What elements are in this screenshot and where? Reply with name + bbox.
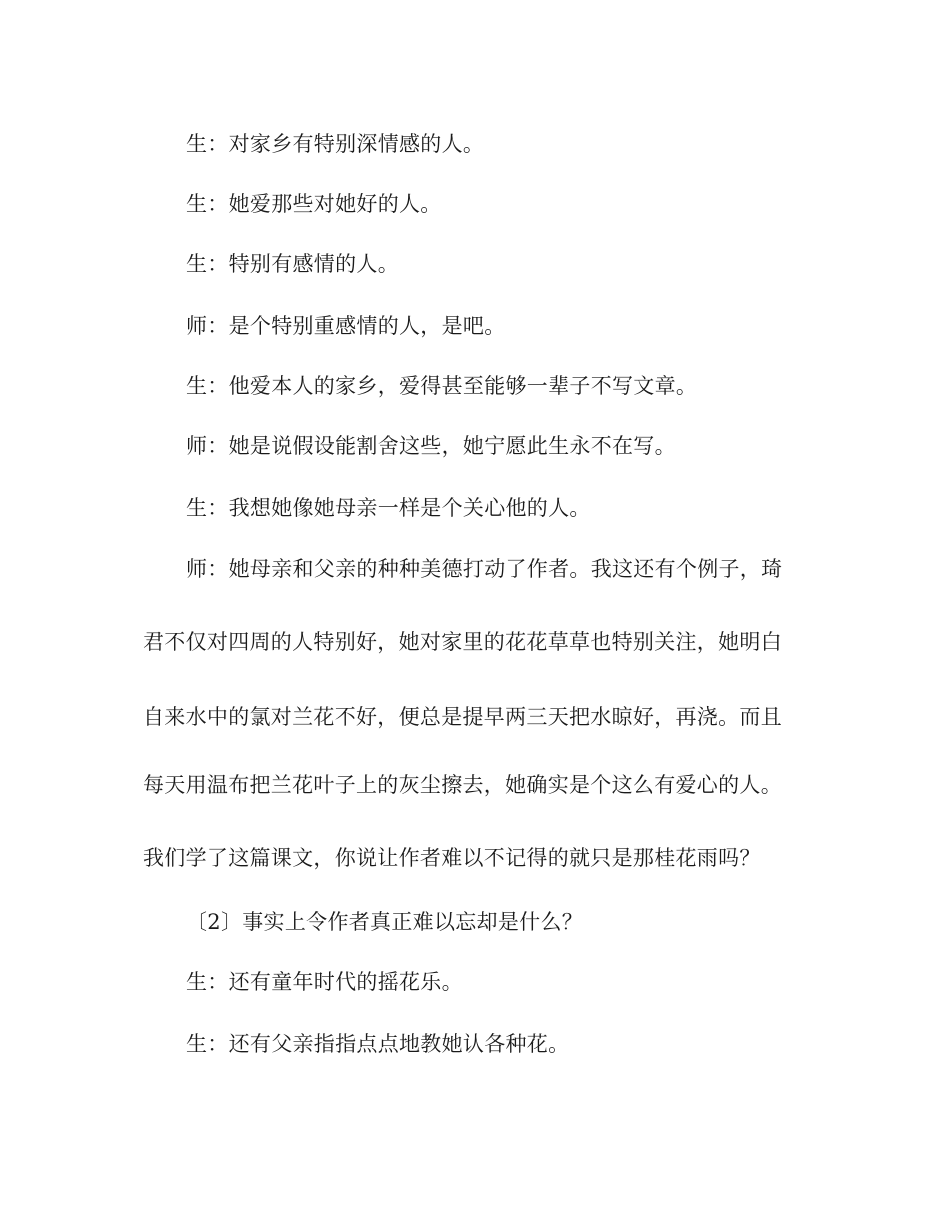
paragraph-line: 生：特别有感情的人。 xyxy=(186,252,399,276)
paragraph-line: 师：她母亲和父亲的种种美德打动了作者。我这还有个例子，琦 xyxy=(186,557,783,581)
paragraph-line: 我们学了这篇课文，你说让作者难以不记得的就只是那桂花雨吗？ xyxy=(143,846,761,870)
paragraph-line: 生：我想她像她母亲一样是个关心他的人。 xyxy=(186,496,591,520)
paragraph-line: 生：他爱本人的家乡，爱得甚至能够一辈子不写文章。 xyxy=(186,374,698,398)
paragraph-line: 自来水中的氯对兰花不好，便总是提早两三天把水晾好，再浇。而且 xyxy=(143,705,782,729)
paragraph-line: 生：她爱那些对她好的人。 xyxy=(186,192,442,216)
paragraph-line: 生：还有童年时代的摇花乐。 xyxy=(186,970,463,994)
section-heading: 〔2〕事实上令作者真正难以忘却是什么？ xyxy=(186,910,584,934)
paragraph-line: 生：对家乡有特别深情感的人。 xyxy=(186,132,485,156)
paragraph-line: 君不仅对四周的人特别好，她对家里的花花草草也特别关注，她明白 xyxy=(143,630,782,654)
paragraph-line: 每天用温布把兰花叶子上的灰尘擦去，她确实是个这么有爱心的人。 xyxy=(143,773,782,797)
paragraph-line: 生：还有父亲指指点点地教她认各种花。 xyxy=(186,1032,570,1056)
paragraph-line: 师：是个特别重感情的人，是吧。 xyxy=(186,314,506,338)
paragraph-line: 师：她是说假设能割舍这些，她宁愿此生永不在写。 xyxy=(186,434,676,458)
